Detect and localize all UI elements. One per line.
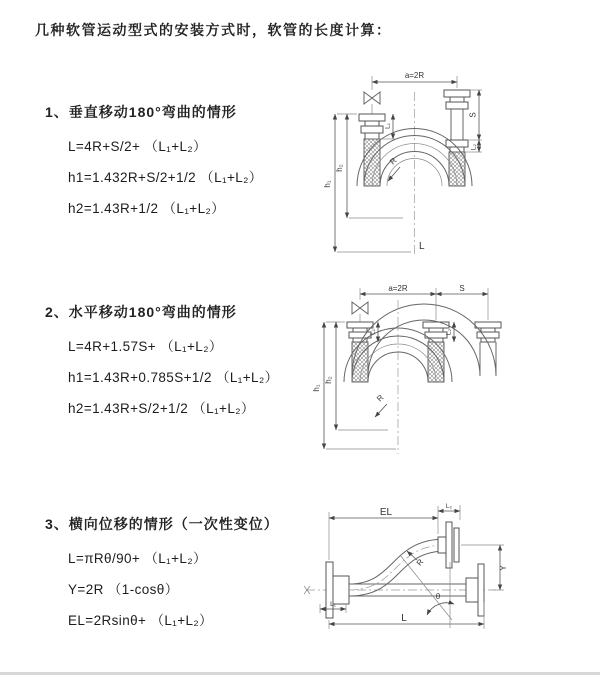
dimension-s [469,90,483,140]
diagram-lateral-displacement [300,498,600,666]
right-fitting-lower [446,140,468,152]
formula-line: h1=1.432R+S/2+1/2 （L₁+L₂） [68,170,263,185]
section-3 [45,514,279,636]
formula-line: L=πRθ/90+ （L₁+L₂） [68,551,207,566]
formula-line: h2=1.43R+S/2+1/2 （L₁+L₂） [68,401,255,416]
dim-label-a2r: a=2R [388,284,408,293]
dim-label-el: EL [379,507,393,518]
dim-label-s: S [468,112,478,118]
dim-label-l: L [401,613,407,624]
page-title: 几种软管运动型式的安装方式时，软管的长度计算： [35,22,392,38]
radius-leader [407,551,426,567]
dim-label-l: L [419,241,425,252]
section-3-heading: 3、横向位移的情形（一次性变位） [45,516,279,532]
dim-label-l1: L₁ [384,123,392,129]
upper-flange [438,522,459,568]
dim-label-r: R [414,557,426,568]
left-fitting [359,114,385,139]
right-fitting [475,322,501,342]
curved-hose [349,539,446,596]
dim-label-theta: θ [435,592,441,601]
section-1 [45,102,263,224]
dim-label-l2: L₂ [445,328,453,336]
braid-hose-left [364,139,380,186]
section-2 [45,302,279,424]
formula-line: h2=1.43R+1/2 （L₁+L₂） [68,201,226,216]
dim-label-l1: L₁ [369,329,377,335]
dim-label-h1: h₁ [312,384,321,392]
diagram-horizontal-180-bend [308,280,598,458]
valve-icon [364,92,380,114]
formula-line: h1=1.43R+0.785S+1/2 （L₁+L₂） [68,370,279,385]
dim-label-h1: h₁ [323,180,332,188]
dim-label-r: R [388,156,399,167]
dimension-l [329,602,484,629]
left-flange [326,562,349,618]
dim-label-y: Y [499,565,508,571]
right-flange [466,564,484,616]
formula-line: L=4R+1.57S+ （L₁+L₂） [68,339,223,354]
valve-icon [352,302,368,322]
radius-leader [388,156,400,181]
formula-line: L=4R+S/2+ （L₁+L₂） [68,139,207,154]
diagram-vertical-180-bend [315,66,600,261]
formula-line: EL=2Rsinθ+ （L₁+L₂） [68,613,213,628]
dimension-el [329,506,438,560]
formula-line: Y=2R （1-cosθ） [68,582,179,597]
right-fitting-upper [444,90,470,109]
dimension-s [436,284,488,294]
radius-leader [375,393,387,417]
dimension-a2r [372,71,457,90]
dimension-l2 [438,503,460,520]
dim-label-r: R [375,393,386,404]
dim-label-s: S [459,284,465,293]
section-1-heading: 1、垂直移动180°弯曲的情形 [45,104,237,120]
dim-label-l2: L₂ [445,503,453,510]
dim-label-a2r: a=2R [404,71,425,80]
dim-label-h2: h₂ [324,376,333,384]
dimension-a2r [360,284,488,320]
dim-label-h2: h₂ [335,164,344,172]
section-2-heading: 2、水平移动180°弯曲的情形 [45,304,237,320]
dim-label-l2: L₂ [470,143,478,151]
dim-label-l1: L₁ [330,601,336,608]
